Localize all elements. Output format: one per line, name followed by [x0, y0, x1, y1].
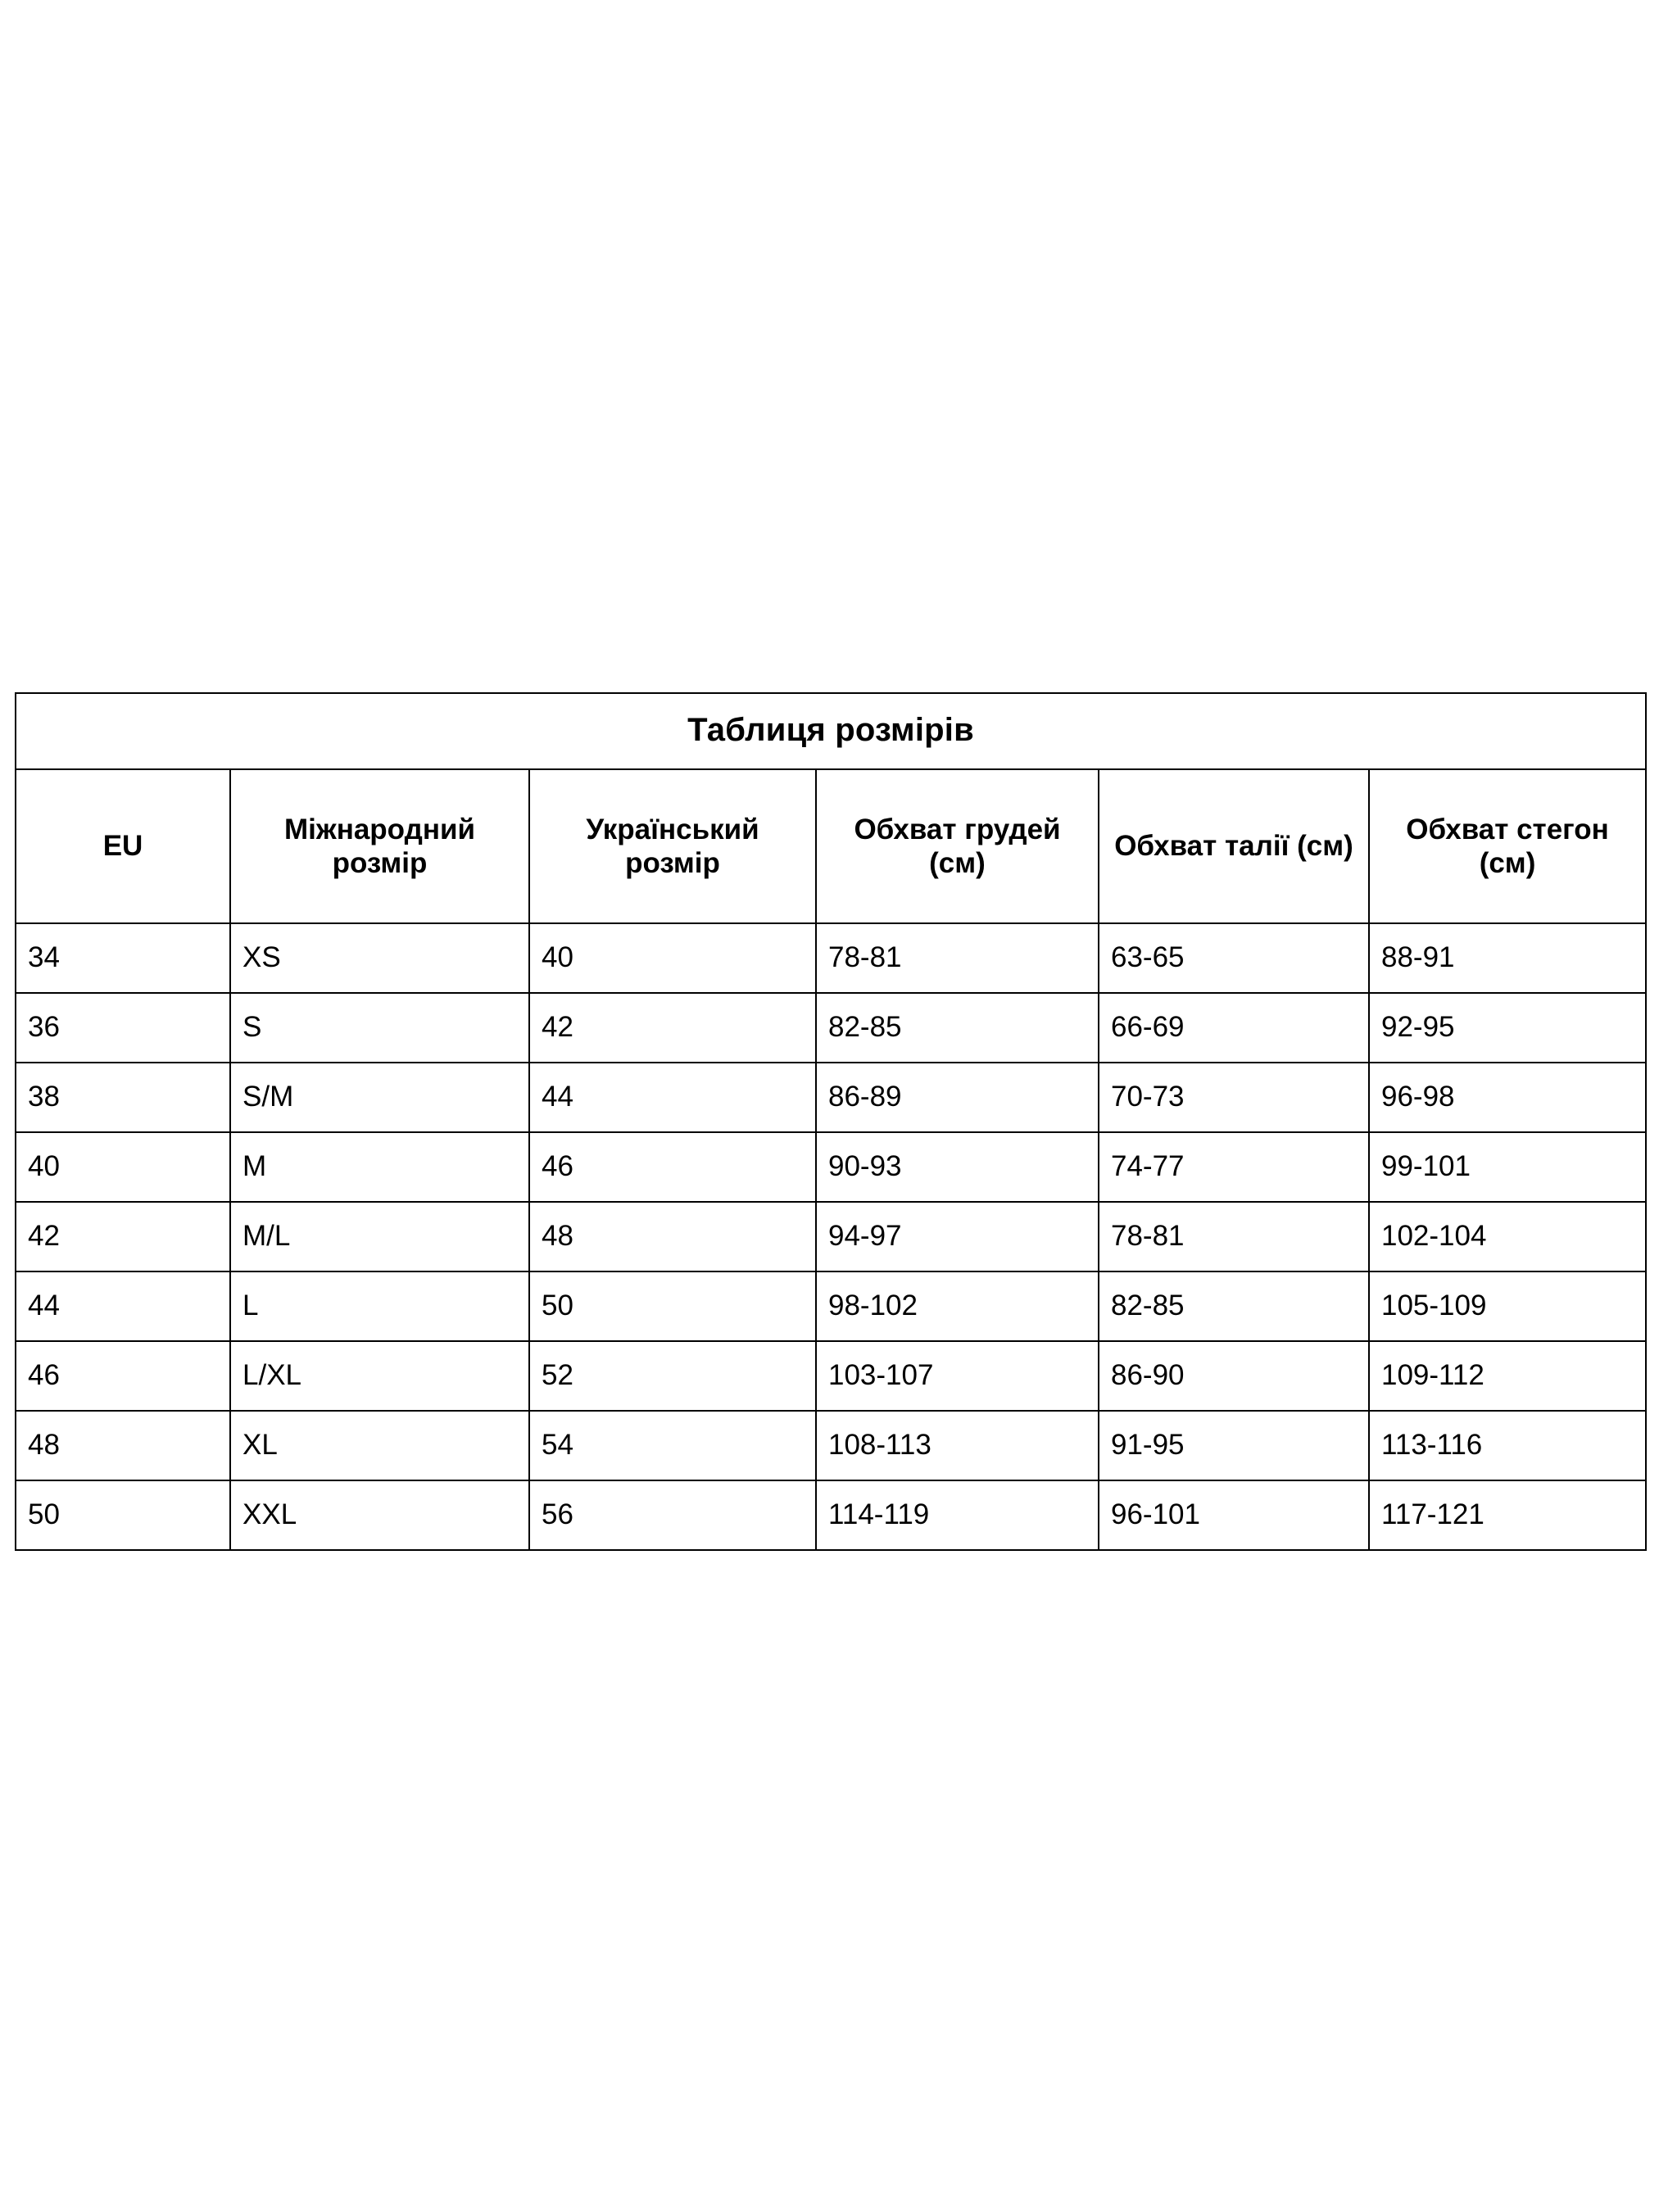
cell-eu: 48	[16, 1411, 230, 1480]
cell-hips: 113-116	[1369, 1411, 1646, 1480]
cell-ukrainian-size: 40	[529, 923, 816, 993]
table-row	[16, 1132, 1646, 1202]
cell-ukrainian-size: 52	[529, 1341, 816, 1411]
cell-international-size: M/L	[230, 1202, 529, 1271]
column-header-ukrainian-size: Український розмір	[529, 769, 816, 923]
cell-chest: 98-102	[816, 1271, 1099, 1341]
table-row	[16, 1411, 1646, 1480]
table-row	[16, 1341, 1646, 1411]
cell-eu: 34	[16, 923, 230, 993]
cell-chest: 108-113	[816, 1411, 1099, 1480]
cell-ukrainian-size: 44	[529, 1063, 816, 1132]
table-row	[16, 1063, 1646, 1132]
cell-waist: 70-73	[1099, 1063, 1369, 1132]
table-title-row	[16, 693, 1646, 769]
cell-chest: 78-81	[816, 923, 1099, 993]
size-chart-container	[15, 692, 1645, 1551]
cell-chest: 103-107	[816, 1341, 1099, 1411]
cell-eu: 36	[16, 993, 230, 1063]
cell-eu: 50	[16, 1480, 230, 1550]
cell-international-size: M	[230, 1132, 529, 1202]
cell-waist: 86-90	[1099, 1341, 1369, 1411]
cell-waist: 96-101	[1099, 1480, 1369, 1550]
cell-waist: 78-81	[1099, 1202, 1369, 1271]
cell-chest: 86-89	[816, 1063, 1099, 1132]
cell-waist: 91-95	[1099, 1411, 1369, 1480]
cell-hips: 105-109	[1369, 1271, 1646, 1341]
cell-ukrainian-size: 48	[529, 1202, 816, 1271]
table-row	[16, 1271, 1646, 1341]
cell-eu: 44	[16, 1271, 230, 1341]
table-row	[16, 1202, 1646, 1271]
cell-waist: 63-65	[1099, 923, 1369, 993]
column-header-hips: Обхват стегон (см)	[1369, 769, 1646, 923]
table-title-cell	[16, 693, 1646, 769]
cell-ukrainian-size: 50	[529, 1271, 816, 1341]
cell-international-size: L	[230, 1271, 529, 1341]
table-row	[16, 1480, 1646, 1550]
column-header-chest: Обхват грудей (см)	[816, 769, 1099, 923]
cell-waist: 74-77	[1099, 1132, 1369, 1202]
column-header-waist: Обхват талії (см)	[1099, 769, 1369, 923]
column-header-eu: EU	[16, 769, 230, 923]
table-row	[16, 923, 1646, 993]
cell-international-size: XL	[230, 1411, 529, 1480]
table-header-row	[16, 769, 1646, 923]
cell-hips: 117-121	[1369, 1480, 1646, 1550]
cell-eu: 46	[16, 1341, 230, 1411]
cell-ukrainian-size: 56	[529, 1480, 816, 1550]
cell-international-size: L/XL	[230, 1341, 529, 1411]
cell-chest: 82-85	[816, 993, 1099, 1063]
cell-ukrainian-size: 42	[529, 993, 816, 1063]
cell-chest: 90-93	[816, 1132, 1099, 1202]
cell-ukrainian-size: 46	[529, 1132, 816, 1202]
cell-waist: 66-69	[1099, 993, 1369, 1063]
table-head	[16, 693, 1646, 923]
cell-hips: 88-91	[1369, 923, 1646, 993]
table-body	[16, 923, 1646, 1550]
cell-hips: 102-104	[1369, 1202, 1646, 1271]
cell-eu: 42	[16, 1202, 230, 1271]
cell-international-size: XXL	[230, 1480, 529, 1550]
cell-hips: 92-95	[1369, 993, 1646, 1063]
page-title: Таблиця розмірів	[687, 712, 974, 748]
cell-hips: 109-112	[1369, 1341, 1646, 1411]
cell-international-size: XS	[230, 923, 529, 993]
table-row	[16, 993, 1646, 1063]
cell-eu: 40	[16, 1132, 230, 1202]
cell-chest: 114-119	[816, 1480, 1099, 1550]
cell-hips: 99-101	[1369, 1132, 1646, 1202]
column-header-international-size: Міжнародний розмір	[230, 769, 529, 923]
cell-international-size: S/M	[230, 1063, 529, 1132]
cell-eu: 38	[16, 1063, 230, 1132]
cell-waist: 82-85	[1099, 1271, 1369, 1341]
cell-international-size: S	[230, 993, 529, 1063]
cell-chest: 94-97	[816, 1202, 1099, 1271]
size-chart-table	[15, 692, 1647, 1551]
cell-hips: 96-98	[1369, 1063, 1646, 1132]
cell-ukrainian-size: 54	[529, 1411, 816, 1480]
